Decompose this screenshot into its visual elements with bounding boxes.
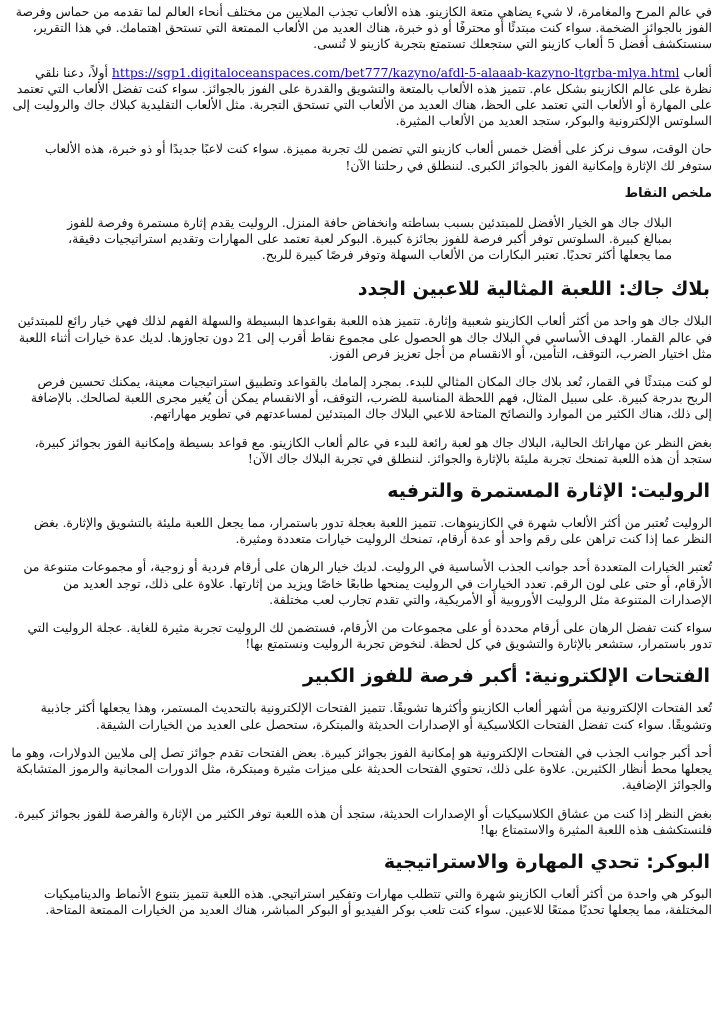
summary-heading: ملخص النقاط (624, 185, 712, 201)
intro-paragraph-with-link (10, 65, 712, 130)
summary-block (66, 215, 672, 264)
blackjack-paragraph: لو كنت مبتدئًا في القمار، تُعد بلاك جاك المكان المثالي للبدء. بمجرد إلمامك بالقواعد وتطبيق استراتيجيات معينة، يمكنك تحسين فرص الربح بدرجة كبيرة. على سبيل المثال، فهم اللحظة المناسبة للضرب، التوقف، أو الانقسام يمكن أن يُغير مجرى اللعبة لصالحك. بالإضافة إلى ذلك، هناك الكثير من الموارد والنصائح المتاحة للاعبي البلاك جاك المبتدئين لمساعدتهم في تطوير مهاراتهم. (30, 374, 712, 422)
article-link[interactable]: https://sgp1.digitaloceanspaces.com/bet777/kazyno/afdl-5-alaaab-kazyno-ltgrba-mlya.html (111, 64, 680, 80)
section-heading-roulette: الروليت: الإثارة المستمرة والترفيه (387, 480, 710, 503)
intro-paragraph: حان الوقت، سوف نركز على أفضل خمس ألعاب كازينو التي تضمن لك تجربة مميزة. سواء كنت لاعبًا جديدًا أو ذو خبرة، هذه الألعاب ستوفر لك الإثارة وإمكانية الفوز بالجوائز الكبرى. لننطلق في رحلتنا الآن! (44, 141, 712, 173)
roulette-paragraph: الروليت تُعتبر من أكثر الألعاب شهرة في الكازينوهات. تتميز اللعبة بعجلة تدور باستمرار، مما يجعل اللعبة مليئة بالتشويق والإثارة. بغض النظر عما إذا كنت تراهن على رقم واحد أو عدة أرقام، تمنحك الروليت خيارات متعددة ومثيرة. (33, 515, 712, 547)
summary-text: البلاك جاك هو الخيار الأفضل للمبتدئين بسبب بساطته وانخفاض حافة المنزل. الروليت يقدم إثارة مستمرة وفرصة للفوز بمبالغ كبيرة. السلوتس توفر أكبر فرصة للفوز بجائزة كبيرة. البوكر لعبة تعتمد على المهارات وتقديم استراتيجيات دقيقة، مما يجعلها أكثر تحديًا. تعتبر البكارات من الألعاب السهلة وتوفر فرصًا كبيرة للربح. (67, 214, 672, 263)
intro-paragraph: في عالم المرح والمغامرة، لا شيء يضاهي متعة الكازينو. هذه الألعاب تجذب الملايين من مختلف أنحاء العالم لما تقدمه من حماس وفرصة الفوز بالجوائز الضخمة. سواء كنت مبتدئًا أو محترفًا أو ذو خبرة، هناك العديد من الألعاب الممتعة التي تستحق اهتمامك. في هذا التقرير، سنستكشف أفضل 5 ألعاب كازينو التي ستجعلك تستمتع بتجربة كازينو لا تُنسى. (15, 4, 712, 52)
slots-paragraph: أحد أكبر جوانب الجذب في الفتحات الإلكترونية هو إمكانية الفوز بجوائز كبيرة. بعض الفتحات تقدم جوائز تصل إلى ملايين الدولارات، وهو ما يجعلها محط أنظار الكثيرين. علاوة على ذلك، تحتوي الفتحات الحديثة على ميزات مثيرة ومبتكرة، مثل الدورات المجانية والرموز المتشابكة والجوائز الإضافية. (11, 744, 712, 793)
slots-paragraph: تُعد الفتحات الإلكترونية من أشهر ألعاب الكازينو وأكثرها تشويقًا. تتميز الفتحات الإلكترونية بالتحديث المستمر، وهذا يجعلها أكثر جاذبية وتشويقًا. سواء كنت تفضل الفتحات الكلاسيكية أو الإصدارات الحديثة والمبتكرة، ستحصل على العديد من الخيارات الشيقة. (40, 700, 712, 732)
slots-paragraph: بغض النظر إذا كنت من عشاق الكلاسيكيات أو الإصدارات الحديثة، ستجد أن هذه اللعبة توفر الكثير من الإثارة والفرصة للفوز بجوائز كبيرة. فلنستكشف هذه اللعبة المثيرة والاستمتاع بها! (14, 805, 712, 837)
section-heading-blackjack: بلاك جاك: اللعبة المثالية للاعبين الجدد (357, 278, 710, 301)
section-heading-slots: الفتحات الإلكترونية: أكبر فرصة للفوز الكبير (302, 665, 710, 688)
blackjack-paragraph: البلاك جاك هو واحد من أكثر ألعاب الكازينو شعبية وإثارة. تتميز هذه اللعبة بقواعدها البسيطة والسهلة الفهم لذلك فهي خيار رائع للمبتدئين في عالم القمار. الهدف الأساسي في البلاك جاك هو الحصول على مجموع نقاط أقرب إلى 21 دون تجاوزها. لديك عدة خيارات أثناء اللعبة مثل اختيار الضرب، التوقف، التأمين، أو الانقسام من أجل تعزيز فرص الفوز. (17, 313, 712, 361)
blackjack-paragraph: بغض النظر عن مهاراتك الحالية، البلاك جاك هو لعبة رائعة للبدء في عالم ألعاب الكازينو. مع قواعد بسيطة وإمكانية الفوز بجوائز كبيرة، ستجد أن هذه اللعبة تمنحك تجربة مليئة بالإثارة والجوائز. لننطلق في تجربة البلاك جاك الآن! (34, 434, 712, 466)
intro-link-suffix: أولاً، دعنا نلقي نظرة على عالم الكازينو بشكل عام. تتميز هذه الألعاب بالمتعة والتشويق والقدرة على الفوز بالجوائز. سواء كنت تفضل الألعاب التي تعتمد على المهارة أو الألعاب التي تعتمد على الحظ، هناك العديد من الألعاب التي تستحق التجربة. مثل الألعاب التقليدية كبلاك جاك والروليت إلى السلوتس الإلكترونية والبوكر، ستجد العديد من الألعاب المثيرة. (12, 64, 712, 129)
roulette-paragraph: سواء كنت تفضل الرهان على أرقام محددة أو على مجموعات من الأرقام، فستضمن لك الروليت تجربة مثيرة للغاية. عجلة الروليت التي تدور باستمرار، ستشعر بالإثارة والتشويق في كل لحظة. لنخوض تجربة الروليت ونستمتع بها! (27, 620, 712, 652)
poker-paragraph: البوكر هي واحدة من أكثر ألعاب الكازينو شهرة والتي تتطلب مهارات وتفكير استراتيجي. هذه اللعبة تتميز بتنوع الأنماط والديناميكيات المختلفة، مما يجعلها تحديًا ممتعًا للاعبين. سواء كنت تلعب بوكر الفيديو أو البوكر المباشر، هناك العديد من الخيارات الممتعة المتاحة. (43, 885, 712, 918)
intro-link-prefix: ألعاب (679, 64, 712, 80)
section-heading-poker: البوكر: تحدي المهارة والاستراتيجية (383, 850, 710, 873)
roulette-paragraph: تُعتبر الخيارات المتعددة أحد جوانب الجذب الأساسية في الروليت. لديك خيار الرهان على أرقام فردية أو زوجية، أو مجموعات متنوعة من الأرقام، أو حتى على لون الرقم. تعدد الخيارات في الروليت يمنحها طابعًا خاصًا ويزيد من إثارتها. علاوة على ذلك، توجد العديد من الإصدارات المتنوعة مثل الروليت الأوروبية أو الأمريكية، والتي تقدم تجارب لعب مختلفة. (23, 559, 712, 607)
